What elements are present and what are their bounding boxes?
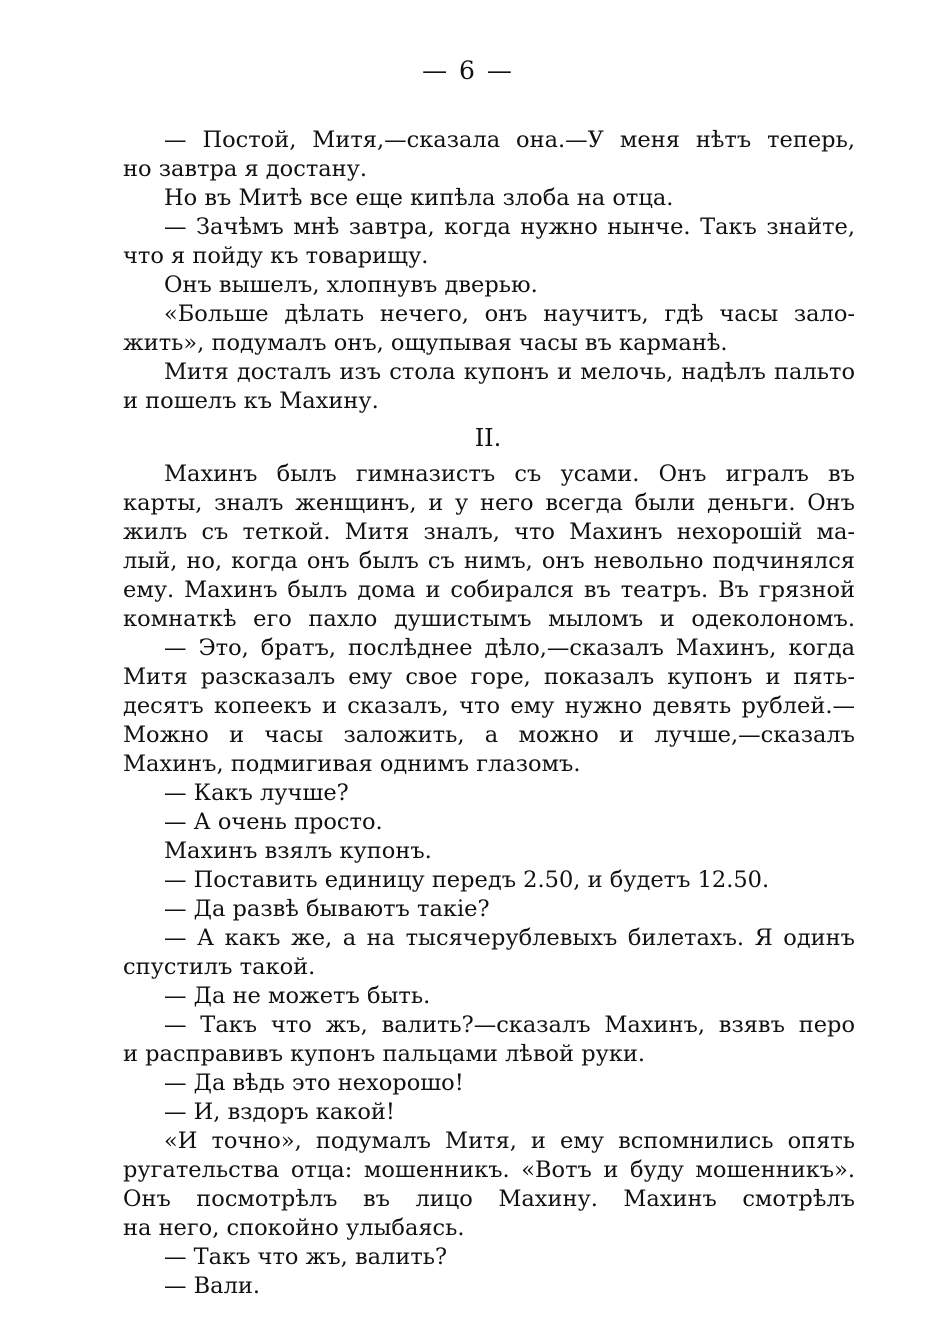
text-line: жить», подумалъ онъ, ощупывая часы въ карманѣ. [123,330,728,356]
text-line: — А какъ же, а на тысячерублевыхъ билетахъ. Я одинъ [164,925,855,951]
text-line: Махинъ взялъ купонъ. [164,838,432,864]
text-line: жилъ съ теткой. Митя зналъ, что Махинъ нехорошій ма- [123,519,855,545]
text-line: Махинъ, подмигивая однимъ глазомъ. [123,751,581,777]
text-line: — А очень просто. [164,809,383,835]
text-line: Махинъ былъ гимназистъ съ усами. Онъ игралъ въ [164,461,855,487]
text-line: комнаткѣ его пахло душистымъ мыломъ и одеколономъ. [123,606,855,632]
text-line: — Да вѣдь это нехорошо! [164,1070,464,1096]
text-line: — Да развѣ бываютъ такіе? [164,896,490,922]
text-line: и расправивъ купонъ пальцами лѣвой руки. [123,1041,646,1067]
text-line: но завтра я достану. [123,156,368,182]
text-line: десятъ копеекъ и сказалъ, что ему нужно девять рублей.— [123,693,855,719]
text-line: — Какъ лучше? [164,780,349,806]
section-1-text [123,126,855,416]
text-line: Онъ посмотрѣлъ въ лицо Махину. Махинъ смотрѣлъ [123,1186,855,1212]
text-line: — И, вздоръ какой! [164,1099,395,1125]
text-line: на него, спокойно улыбаясь. [123,1215,465,1241]
text-line: и пошелъ къ Махину. [123,388,379,414]
text-line: — Да не можетъ быть. [164,983,431,1009]
chapter-heading: II. [474,424,502,452]
section-2-text [123,460,855,1301]
text-line: ему. Махинъ былъ дома и собирался въ театръ. Въ грязной [123,577,855,603]
text-line: что я пойду къ товарищу. [123,243,429,269]
text-line: — Поставить единицу передъ 2.50, и будетъ 12.50. [164,867,770,893]
text-line: ругательства отца: мошенникъ. «Вотъ и буду мошенникъ». [123,1157,855,1183]
text-line: карты, зналъ женщинъ, и у него всегда были деньги. Онъ [123,490,855,516]
text-line: — Постой, Митя,—сказала она.—У меня нѣтъ теперь, [164,127,855,153]
text-line: лый, но, когда онъ былъ съ нимъ, онъ невольно подчинялся [123,548,855,574]
text-line: Но въ Митѣ все еще кипѣла злоба на отца. [164,185,674,211]
text-line: — Это, братъ, послѣднее дѣло,—сказалъ Махинъ, когда [164,635,855,661]
text-line: «Больше дѣлать нечего, онъ научитъ, гдѣ часы зало- [164,301,855,327]
text-line: — Такъ что жъ, валить?—сказалъ Махинъ, взявъ перо [164,1012,855,1038]
text-line: Митя досталъ изъ стола купонъ и мелочь, надѣлъ пальто [164,359,855,385]
text-line: — Вали. [164,1273,261,1299]
text-line: Онъ вышелъ, хлопнувъ дверью. [164,272,538,298]
text-line: Митя разсказалъ ему свое горе, показалъ купонъ и пять- [123,664,855,690]
text-line: — Зачѣмъ мнѣ завтра, когда нужно нынче. Такъ знайте, [164,214,855,240]
text-line: — Такъ что жъ, валить? [164,1244,448,1270]
text-line: спустилъ такой. [123,954,316,980]
text-line: «И точно», подумалъ Митя, и ему вспомнились опять [164,1128,855,1154]
page-number: — 6 — [422,56,514,85]
text-line: Можно и часы заложить, а можно и лучше,—сказалъ [123,722,855,748]
